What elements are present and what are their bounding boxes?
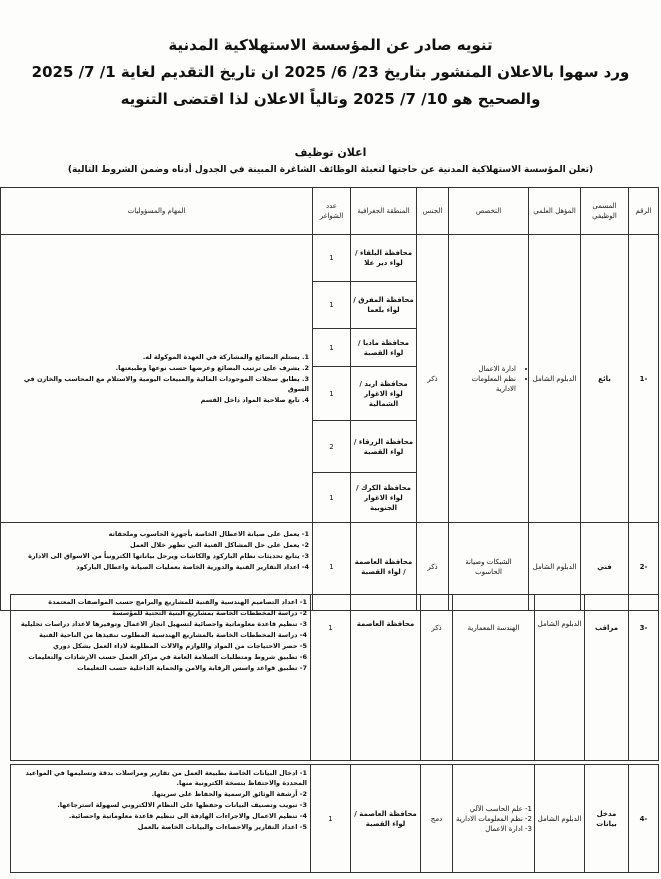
job-count: 1 — [313, 282, 351, 329]
job-region: محافظة مادبا / لواء القصبة — [351, 329, 417, 367]
job-count: 1 — [311, 765, 351, 873]
job-region: محافظة العاصمة — [351, 595, 421, 761]
job-qual: الدبلوم الشامل — [535, 595, 585, 761]
job-gender: ذكر — [417, 523, 449, 611]
spec-item: 3- ادارة الاعمال — [485, 824, 532, 833]
duty-item: 1- اعداد التصاميم الهندسية والفنية للمشاريع والبرامج حسب المواصفات المعتمدة — [48, 598, 307, 606]
job-count: 1 — [313, 235, 351, 282]
job-region: محافظة الكرك / لواء الاغوار الجنوبية — [351, 473, 417, 523]
duty-item: 4- تنظيم الاعمال والاجراءات الهادفة الى تنظيم قاعدة معلوماتية واحصائية. — [68, 812, 307, 820]
duty-item: 5- حصر الاحتياجات من المواد واللوازم والالات المطلوبة لاداء العمل بشكل دوري — [52, 642, 307, 650]
duty-item: 2- دراسة المخططات الخاصة بمشاريع البنية التحتية للمؤسسة — [112, 609, 307, 617]
job-duties — [11, 595, 311, 761]
job-num: -2 — [629, 523, 659, 611]
job-region: محافظة المفرق / لواء بلعما — [351, 282, 417, 329]
header-title: المسمى الوظيفي — [581, 188, 629, 235]
job-num: -1 — [629, 235, 659, 523]
job-count: 1 — [313, 367, 351, 421]
header-qual: المؤهل العلمي — [529, 188, 581, 235]
job-spec — [449, 235, 529, 523]
duty-item: 2- يعمل على حل المشاكل الفنية التي تظهر خلال العمل — [129, 541, 309, 549]
job-duties — [1, 235, 313, 523]
job-region: محافظة العاصمة / لواء القصبة — [351, 523, 417, 611]
spec-item: • ادارة الاعمال — [451, 364, 516, 374]
job-duties — [11, 765, 311, 873]
duty-item: 1. يستلم البضائع والمشاركة في العهدة الموكولة له. — [142, 352, 309, 361]
jobs-table-bottom — [10, 764, 659, 873]
header-count: عدد الشواغر — [313, 188, 351, 235]
duty-item: 7- تطبيق قواعد واسس الرقابة والامن والحماية الداخلية حسب التعليمات — [77, 664, 307, 672]
job-num: -4 — [629, 765, 659, 873]
job-count: 1 — [313, 523, 351, 611]
job-qual: الدبلوم الشامل — [535, 765, 585, 873]
spec-item: 2- نظم المعلومات الادارية — [455, 814, 532, 823]
job-gender: ذكر — [421, 595, 453, 761]
table-row — [1, 235, 659, 282]
job-count: 1 — [311, 595, 351, 761]
job-title: فني — [581, 523, 629, 611]
job-title: مدخل بيانات — [585, 765, 629, 873]
job-num: -3 — [629, 595, 659, 761]
duty-item: 3. يطابق سجلات الموجودات المالية والمبيعات اليومية والاستلام مع المحاسب والخازن في السوق — [23, 374, 309, 393]
job-qual: الدبلوم الشامل — [529, 523, 581, 611]
duty-item: 4. تابع صلاحية المواد داخل القسم — [200, 395, 309, 404]
spec-item: 1- علم الحاسب الآلي — [469, 804, 532, 813]
notice-line-3: والصحيح هو 10/ 7/ 2025 وتالياً الاعلان لذا اقتضى التنويه — [120, 90, 541, 108]
header-spec: التخصص — [449, 188, 529, 235]
job-region: محافظة البلقاء / لواء دير علا — [351, 235, 417, 282]
duty-item: 2. يشرف على ترتيب البضائع وعرضها حسب نوعها وطبيعتها. — [115, 363, 309, 372]
duty-item: 4- دراسة المخططات الخاصة بالمشاريع الهندسية المطلوب تنفيذها من الناحية الفنية — [39, 631, 307, 639]
header-gender: الجنس — [417, 188, 449, 235]
job-title: بائع — [581, 235, 629, 523]
job-count: 1 — [313, 329, 351, 367]
job-title: مراقب — [585, 595, 629, 761]
job-count: 2 — [313, 421, 351, 473]
duty-item: 5- اعداد التقارير والاحصاءات والبيانات الخاصة بالعمل — [137, 823, 307, 831]
header-duties: المهام والمسؤوليات — [1, 188, 313, 235]
ad-intro: (تعلن المؤسسة الاستهلاكية المدنية عن حاجتها لتعبئة الوظائف الشاغرة المبينة في الجدول أدناه وضمن الشروط التالية) — [67, 165, 594, 175]
job-spec: الشبكات وصيانة الحاسوب — [449, 523, 529, 611]
header-region: المنطقة الجغرافية — [351, 188, 417, 235]
job-spec — [453, 765, 535, 873]
duty-item: 3- يتابع تحديثات نظام الباركود والكاشات ويرحل بياناتها الكترونياً من الاسواق الى الادارة — [28, 552, 309, 560]
duty-item: 1- ادخال البيانات الخاصة بطبيعة العمل من تقارير ومراسلات بدقة وتسليمها في المواعيد المحددة والاحتفاظ بنسخة الكترونية منها. — [25, 769, 307, 787]
notice-line-1: تنويه صادر عن المؤسسة الاستهلاكية المدنية — [168, 36, 493, 54]
job-spec: الهندسة المعمارية — [453, 595, 535, 761]
table-row — [11, 765, 659, 873]
table-row — [11, 595, 659, 761]
duty-item: 1- يعمل على صيانة الاعطال الخاصة بأجهزة الحاسوب وملحقاته — [108, 530, 309, 538]
jobs-table-middle — [10, 594, 659, 761]
notice-header — [10, 32, 651, 113]
job-qual: الدبلوم الشامل — [529, 235, 581, 523]
duty-item: 2- أرشفة الوثائق الرسمية والحفاظ على سريتها. — [151, 790, 307, 798]
duty-item: 6- تطبيق شروط ومتطلبات السلامة العامة في مراكز العمل حسب الارشادات والتعليمات — [28, 653, 307, 661]
header-row — [1, 188, 659, 235]
job-region: محافظة اربد / لواء الاغوار الشمالية — [351, 367, 417, 421]
duty-item: 3- تبويب وتصنيف البيانات وحفظها على النظام الالكتروني لسهولة استرجاعها. — [57, 801, 307, 809]
job-gender: دمج — [421, 765, 453, 873]
notice-line-2: ورد سهوا بالاعلان المنشور بتاريخ 23/ 6/ 2025 ان تاريخ التقديم لغاية 1/ 7/ 2025 — [31, 63, 630, 81]
header-num: الرقم — [629, 188, 659, 235]
job-count: 1 — [313, 473, 351, 523]
spec-item: • نظم المعلومات الادارية — [451, 374, 516, 394]
job-gender: ذكر — [417, 235, 449, 523]
job-region: محافظة العاصمة / لواء القصبة — [351, 765, 421, 873]
job-region: محافظة الزرقاء / لواء القصبة — [351, 421, 417, 473]
ad-title: اعلان توظيف — [294, 146, 367, 159]
duty-item: 3- تنظيم قاعدة معلوماتية واحصائية لتسهيل انجاز الاعمال وتوفيرها لاعداد دراسات تحليلية — [20, 620, 307, 628]
duty-item: 4- اعداد التقارير الفنية والدورية الخاصة بعمليات الصيانة واعطال الباركود — [76, 563, 309, 571]
jobs-table-top — [0, 187, 659, 611]
